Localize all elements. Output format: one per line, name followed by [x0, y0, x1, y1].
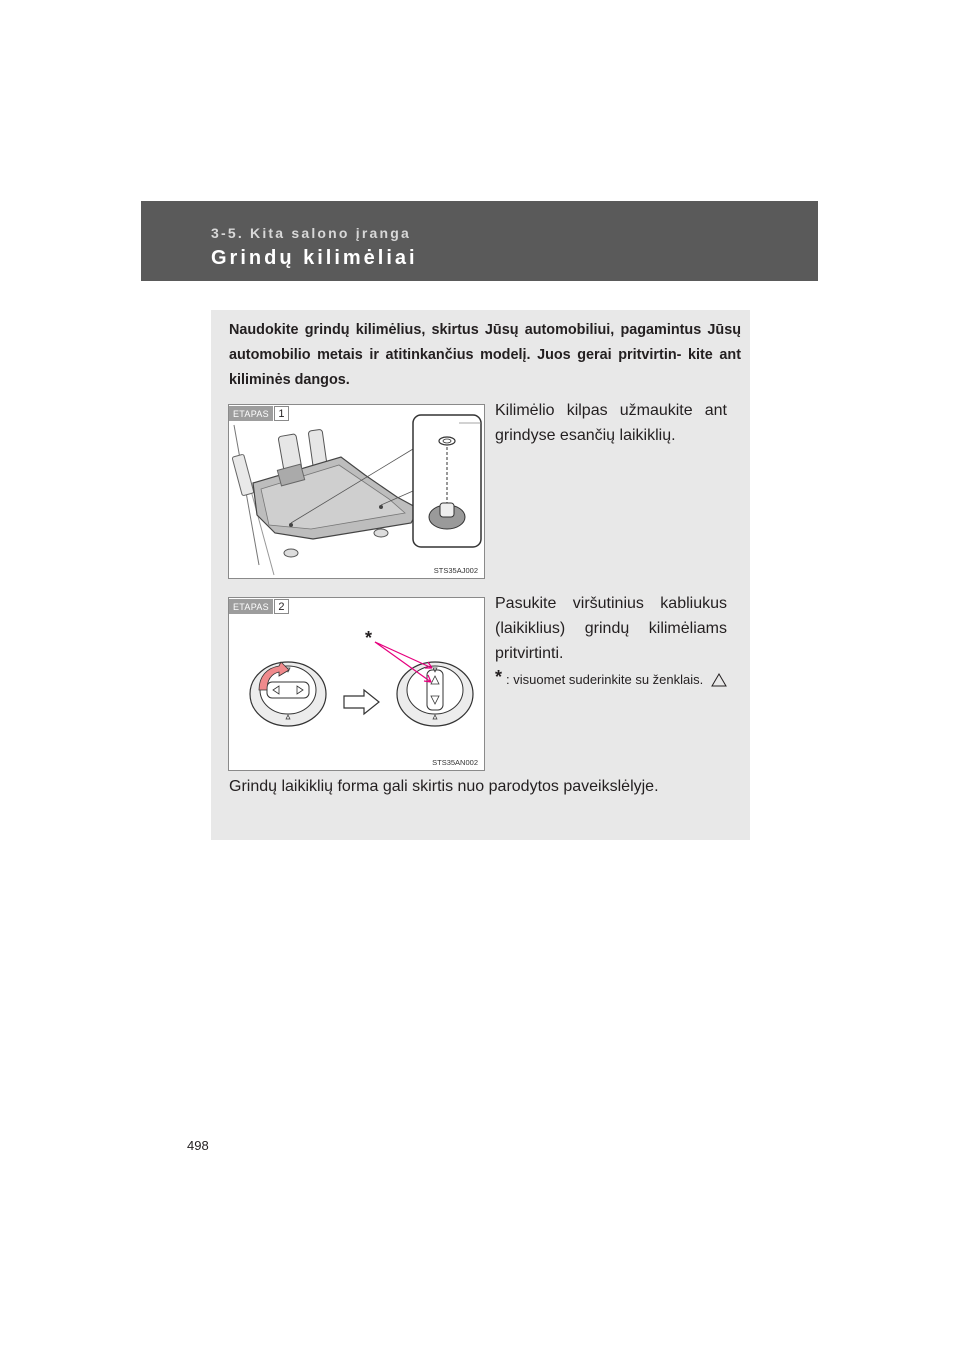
step-badge	[229, 406, 289, 421]
figure-code: STS35AJ002	[433, 566, 478, 575]
intro-text: Naudokite grindų kilimėlius, skirtus Jūsų automobiliui, pagamintus Jūsų automobilio metais ir atitinkančius modelį. Juos gerai pritvirtin- kite ant kiliminės dangos.	[229, 322, 741, 388]
step-badge-number: 2	[274, 599, 289, 614]
holder-shape-note: Grindų laikiklių forma gali skirtis nuo parodytos paveikslėlyje.	[229, 778, 659, 795]
page-title: Grindų kilimėliai	[211, 247, 418, 269]
note-text: : visuomet suderinkite su ženklais.	[506, 672, 704, 687]
step-badge-label: ETAPAS	[229, 599, 273, 614]
step-2-text: Pasukite viršutinius kabliukus (laikiklius) grindų kilimėliams pritvirtinti.	[495, 595, 727, 662]
floor-mat-illustration	[229, 405, 484, 578]
note-marker: *	[495, 667, 503, 687]
page-number: 498	[187, 1138, 209, 1153]
figure-code: STS35AN002	[432, 758, 478, 767]
step-1-text: Kilimėlio kilpas užmaukite ant grindyse esančių laikiklių.	[495, 402, 727, 444]
figure-floor-mat-hooks	[228, 404, 485, 579]
step-badge-number: 1	[274, 406, 289, 421]
section-label: 3-5. Kita salono įranga	[211, 225, 411, 241]
content-panel	[211, 310, 750, 840]
step-badge-label: ETAPAS	[229, 406, 273, 421]
figure-rotate-hooks	[228, 597, 485, 771]
chapter-header	[141, 201, 818, 281]
figure-asterisk: *	[365, 628, 373, 648]
triangle-mark-icon	[711, 673, 727, 687]
step-badge	[229, 599, 289, 614]
hook-rotation-illustration	[229, 598, 484, 770]
